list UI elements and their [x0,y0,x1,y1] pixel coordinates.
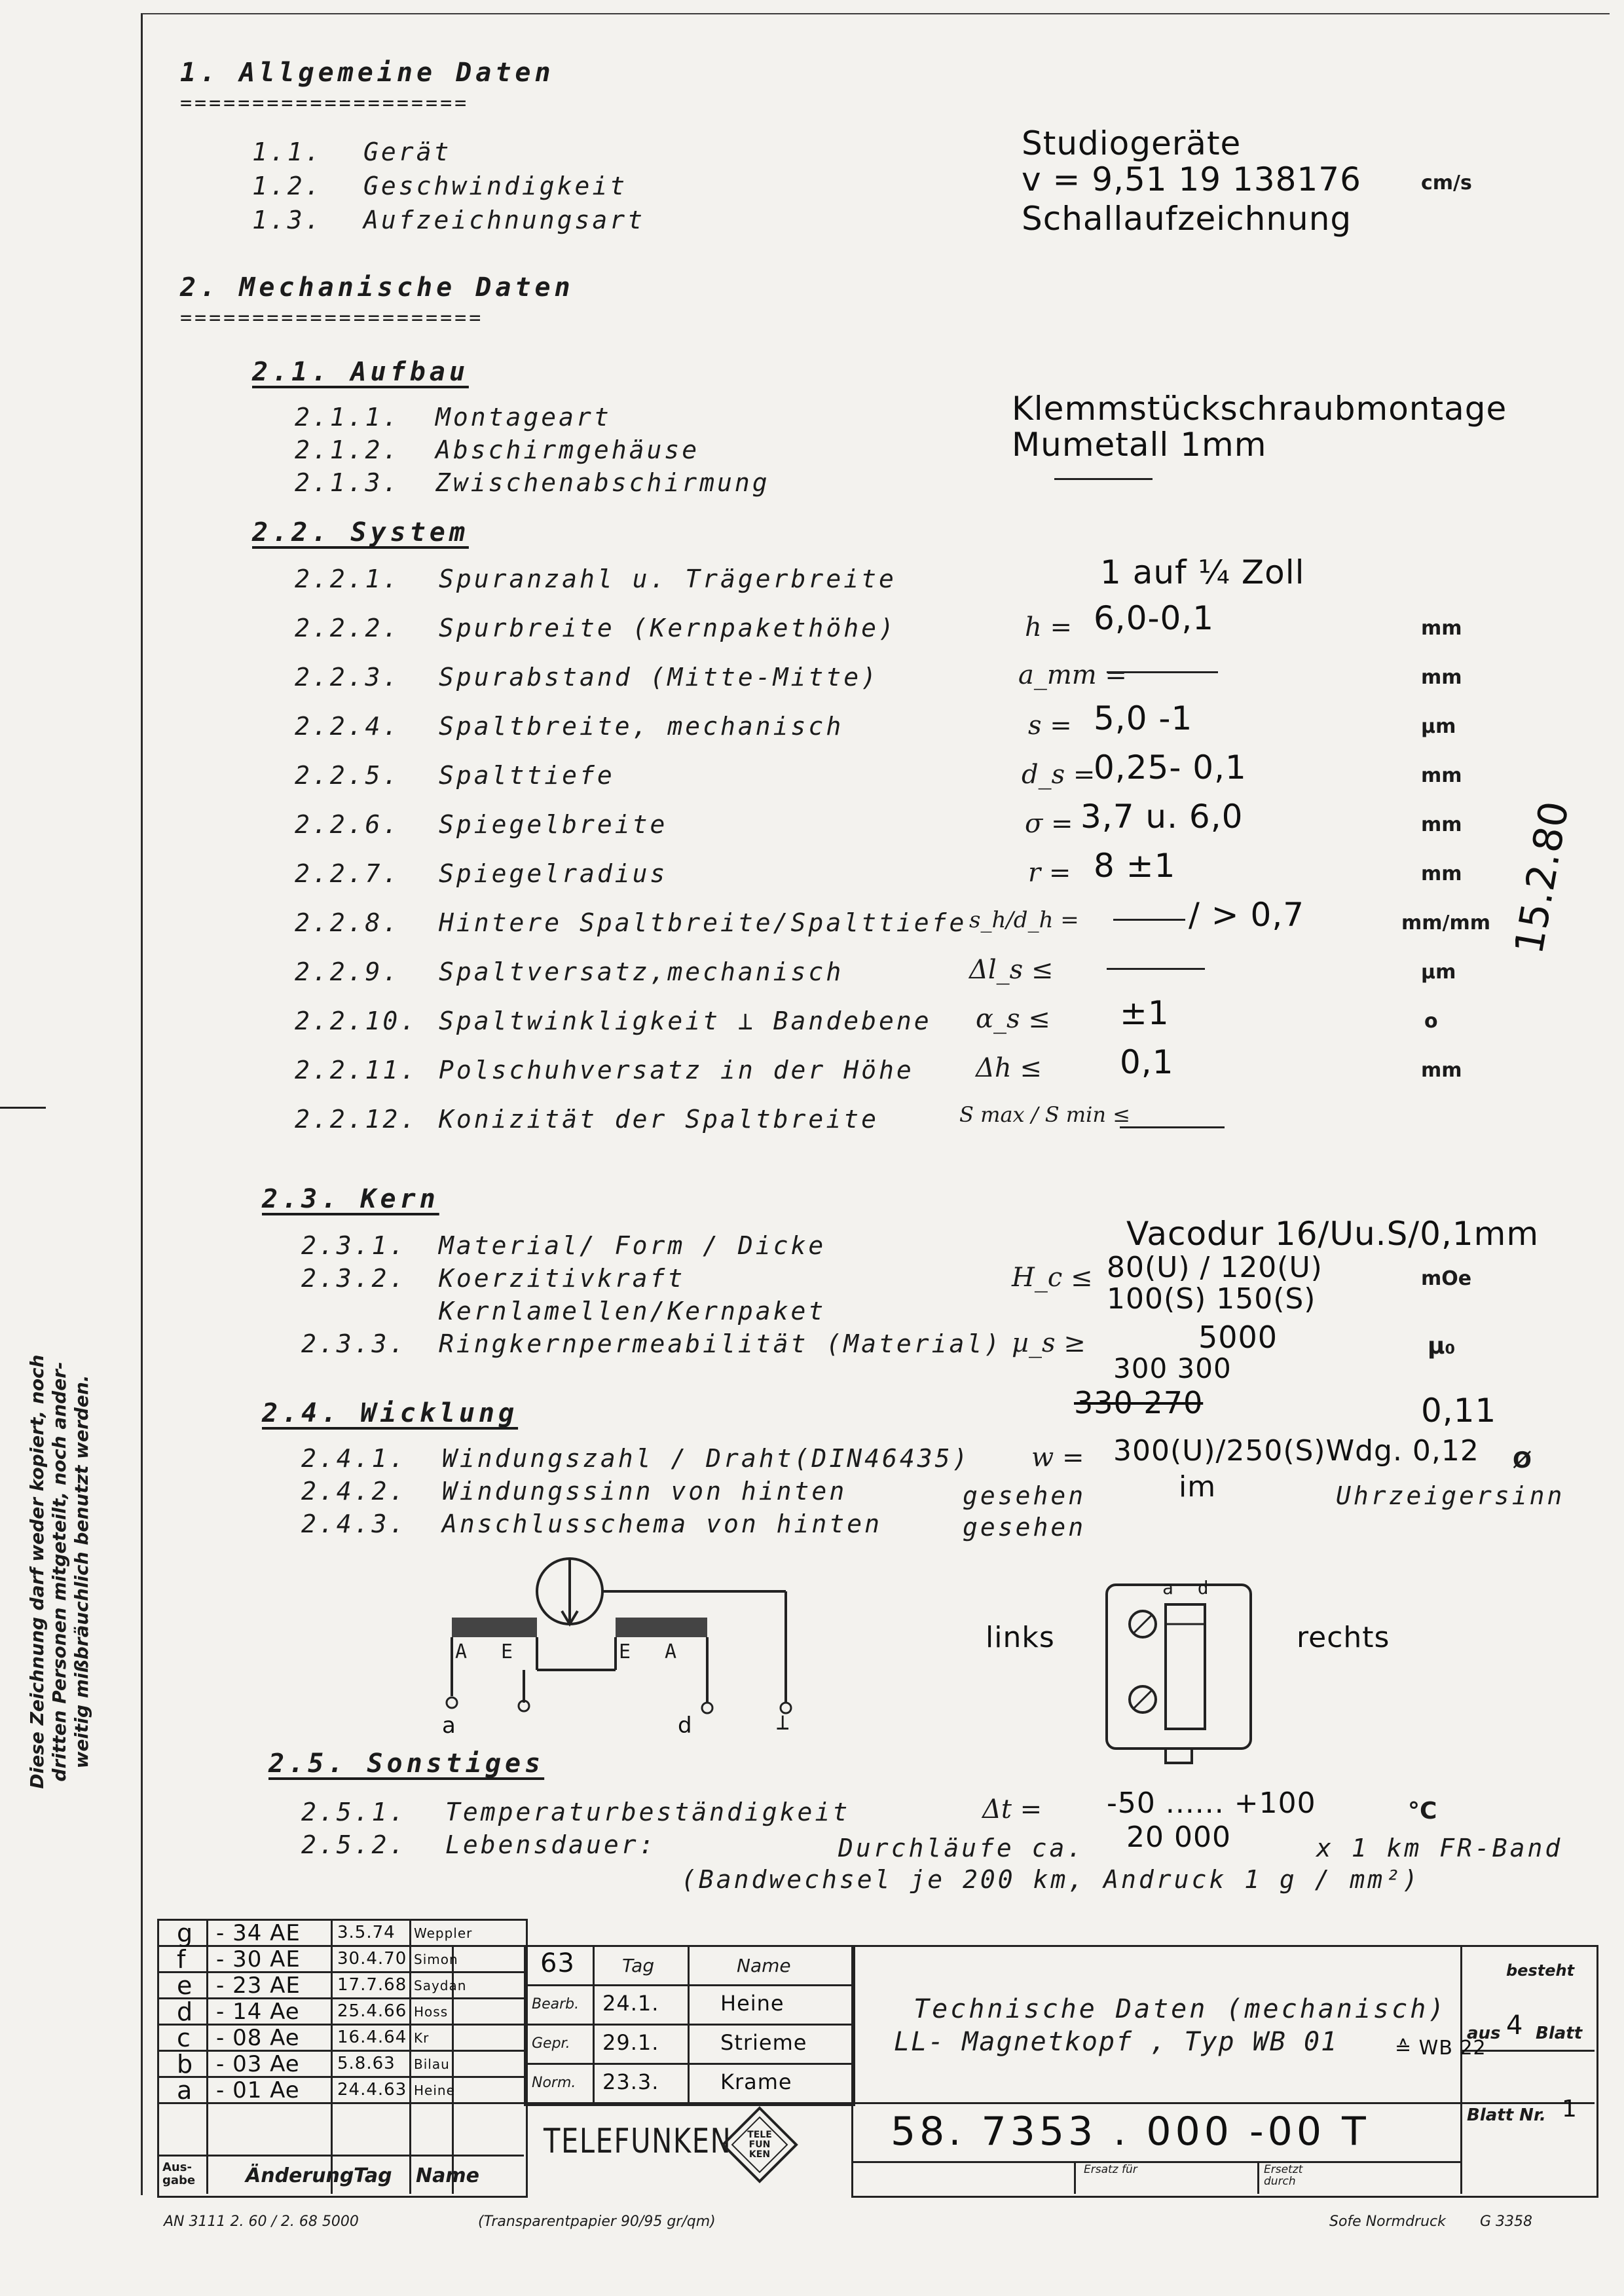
title-line2: LL- Magnetkopf , Typ WB 01 [894,2027,1338,2057]
item-symbol: a_mm = [1018,660,1127,690]
side-legal-text: Diese Zeichnung darf weder kopiert, noch dritten Personen mitgeteilt, noch ander-weitig mißbräuchlich benutzt werden. [26,1354,92,1789]
item-num: 2.2.11. [295,1056,418,1084]
item-num: 2.2.10. [295,1007,418,1035]
item-unit: °C [1408,1798,1437,1824]
rev-change: - 34 AE [216,1920,301,1946]
item-symbol: d_s = [1022,760,1096,790]
item-symbol: α_s ≤ [976,1004,1050,1034]
item-label: Spalttiefe [439,761,615,790]
blank-line [1107,671,1218,673]
item-label: Anschlusschema von hinten [442,1509,882,1538]
item-label: Spaltbreite, mechanisch [439,712,844,741]
item-symbol: s = [1028,711,1072,741]
head-view-diagram [1100,1572,1257,1768]
item-value: 100(S) 150(S) [1107,1282,1316,1316]
rev-date: 16.4.64 [337,2028,407,2047]
sec2-rule: ===================== [180,306,484,329]
item-num: 2.2.7. [295,859,401,888]
sec1-rule: ==================== [180,92,470,115]
item-num: 2.2.6. [295,810,401,839]
item-label: Kernlamellen/Kernpaket [439,1297,826,1325]
item-num: 2.4.1. [301,1444,407,1473]
item-value: 6,0-0,1 [1094,599,1215,637]
label-besteht: besteht [1506,1961,1575,1980]
rev-date: 30.4.70 [337,1949,407,1969]
item-label: Spuranzahl u. Trägerbreite [439,565,896,593]
footer-paper-note: (Transparentpapier 90/95 gr/qm) [478,2213,716,2230]
item-unit: mm [1421,764,1462,787]
item-unit: mm [1421,862,1462,885]
item-label: Spurbreite (Kernpakethöhe) [439,614,896,642]
item-num: 2.2.9. [295,957,401,986]
rev-date: 3.5.74 [337,1923,396,1942]
rev-header-date: Tag [354,2164,392,2187]
appr-row-label: Bearb. [532,1996,580,2012]
item-value: 1 auf ¼ Zoll [1100,553,1305,591]
item-label: Gerät [363,138,452,166]
item-label: Spiegelbreite [439,810,668,839]
rev-header-name: Name [416,2164,479,2187]
item-value: 300(U)/250(S)Wdg. 0,12 [1113,1434,1479,1468]
s23-title: 2.3. Kern [262,1184,439,1214]
rev-header-key: Aus-gabe [162,2160,196,2187]
wiring-diagram [432,1546,838,1735]
item-unit: µm [1421,961,1456,984]
appr-row-date: 24.1. [602,1991,659,2016]
item-label: Zwischenabschirmung [435,468,770,497]
title-line1: Technische Daten (mechanisch) [913,1994,1447,2024]
appr-name: Name [737,1955,791,1976]
label-ersetzt: Ersetzt durch [1264,2163,1303,2188]
item-mid: gesehen [963,1481,1086,1510]
s21-title: 2.1. Aufbau [252,357,469,387]
coil-label: E [501,1640,516,1663]
appr-row-sig: Strieme [720,2030,807,2055]
label-ersatz: Ersatz für [1084,2163,1137,2176]
coil-label: A [455,1640,470,1663]
title-row-line [524,2102,1595,2104]
terminal-label: ⊥ [776,1709,792,1735]
item-value: / > 0,7 [1189,896,1305,934]
item-label: Ringkernpermeabilität (Material) [439,1329,1003,1358]
brand-name: TELEFUNKEN [544,2122,732,2161]
appr-row-sig: Krame [720,2069,792,2094]
note-struck: 330 270 [1074,1385,1204,1420]
item-value: Studiogeräte [1022,124,1242,162]
item-value: 0,1 [1120,1043,1174,1081]
item-value: 3,7 u. 6,0 [1080,798,1244,836]
item-unit: µm [1421,715,1456,738]
item-value: 0,25- 0,1 [1094,749,1247,787]
rev-date: 17.7.68 [337,1975,407,1995]
terminal-label: a [442,1713,456,1739]
item-value: 20 000 [1126,1821,1231,1854]
blatt-count: 4 [1506,2010,1524,2041]
item-symbol: σ = [1025,809,1073,839]
appr-tag: Tag [622,1955,655,1976]
rev-key: e [177,1971,193,2000]
item-value: Vacodur 16/Uu.S/0,1mm [1126,1215,1540,1253]
item-symbol: µ_s ≥ [1012,1328,1086,1358]
item-num: 2.2.4. [295,712,401,741]
item-unit: mm [1421,813,1462,836]
label-rechts: rechts [1297,1621,1390,1654]
title-block [851,1945,1598,2198]
item-symbol: Δt = [982,1794,1043,1824]
rev-date: 5.8.63 [337,2054,396,2073]
item-symbol: r = [1028,858,1071,888]
blank-line [1107,968,1205,970]
appr-year: 63 [540,1948,575,1978]
logo-letters: TELE FUN KEN [747,2130,772,2160]
rev-name: Simon [414,1952,458,1967]
footer-form-number: AN 3111 2. 60 / 2. 68 5000 [164,2213,359,2230]
blank-line [1120,1126,1225,1128]
item-label: Spurabstand (Mitte-Mitte) [439,663,879,692]
item-num: 2.2.8. [295,908,401,937]
item-label: Geschwindigkeit [363,172,628,200]
appr-row-line [524,2024,851,2026]
item-label: Polschuhversatz in der Höhe [439,1056,914,1084]
item-num: 1.1. [252,138,323,166]
item-value: im [1179,1470,1217,1504]
item-value: v = 9,51 19 138176 [1022,160,1361,198]
item-label: Material/ Form / Dicke [439,1231,826,1260]
rev-col-divider [331,1919,333,2194]
title-extra: ≙ WB 22 [1395,2037,1486,2060]
item-unit: x 1 km FR-Band [1316,1834,1563,1862]
rev-change: - 03 Ae [216,2051,300,2077]
rev-name: Saydan [414,1978,467,1993]
margin-note: 15.2.80 [1506,797,1578,958]
title-col-divider [1460,1945,1462,2194]
label-blatt: Blatt [1536,2024,1583,2043]
rev-change: - 30 AE [216,1946,301,1972]
rev-name: Kr [414,2030,430,2046]
item-value: 5000 [1198,1320,1278,1355]
terminal-label: d [678,1713,693,1739]
appr-row-date: 29.1. [602,2030,659,2055]
item-symbol: H_c ≤ [1012,1263,1093,1293]
item-value: 5,0 -1 [1094,699,1193,737]
item-unit: mm [1421,1059,1462,1082]
item-value: -50 ...... +100 [1107,1787,1316,1820]
item-symbol: w = [1031,1443,1084,1473]
item-num: 2.3.3. [301,1329,407,1358]
head-labels: a d [1162,1577,1215,1599]
coil-label: E [619,1640,634,1663]
title-row-line [851,2161,1460,2163]
item-value: Mumetall 1mm [1012,426,1267,464]
item-label: Spaltversatz,mechanisch [439,957,844,986]
item-label: Spiegelradius [439,859,668,888]
item-num: 2.2.3. [295,663,401,692]
item-num: 1.3. [252,206,323,234]
blank-line [1054,478,1153,480]
rev-key: a [177,2076,193,2105]
rev-key: g [177,1919,194,1948]
footer-print: Sofe Normdruck [1329,2213,1446,2230]
item-value: 8 ±1 [1094,847,1176,885]
item-num: 2.4.2. [301,1477,407,1506]
item-unit: Uhrzeigersinn [1336,1481,1565,1510]
item-mid: Durchläufe ca. [838,1834,1085,1862]
rev-name: Heine [414,2083,455,2098]
item-label: Hintere Spaltbreite/Spalttiefe [439,908,967,937]
appr-row-label: Norm. [532,2075,576,2091]
item-num: 1.2. [252,172,323,200]
rev-key: d [177,1997,194,2026]
item-num: 2.3.2. [301,1264,407,1293]
telefunken-logo [720,2105,799,2184]
appr-row-sig: Heine [720,1991,784,2016]
item-unit: mOe [1421,1267,1472,1290]
item-symbol: s_h/d_h = [969,907,1079,933]
appr-row-line [524,1984,851,1986]
rev-name: Bilau [414,2056,450,2072]
item-label: Abschirmgehäuse [435,435,700,464]
note-above: 300 300 [1113,1352,1232,1384]
item-unit: Ø [1513,1447,1532,1473]
item-unit: mm [1421,666,1462,689]
note-above2: 0,11 [1421,1392,1497,1430]
rev-name: Weppler [414,1925,473,1941]
item-num: 2.1.3. [295,468,401,497]
drawing-number: 58. 7353 . 000 -00 T [891,2109,1370,2155]
item-num: 2.1.1. [295,403,401,432]
rev-date: 25.4.66 [337,2001,407,2021]
label-blatt-nr: Blatt Nr. [1467,2105,1546,2125]
item-label: Spaltwinkligkeit ⊥ Bandebene [439,1007,932,1035]
item-unit: o [1424,1010,1438,1033]
coil-label: A [665,1640,680,1663]
rev-name: Hoss [414,2004,449,2020]
item-num: 2.5.1. [301,1798,407,1826]
label-links: links [986,1621,1055,1654]
item-label: Windungszahl / Draht(DIN46435) [442,1444,970,1473]
item-num: 2.2.5. [295,761,401,790]
item-symbol: Δh ≤ [976,1053,1042,1083]
item-value: ±1 [1120,994,1170,1032]
rev-change: - 23 AE [216,1972,301,1999]
rev-date: 24.4.63 [337,2080,407,2100]
appr-row-date: 23.3. [602,2069,659,2094]
item-num: 2.5.2. [301,1830,407,1859]
item-label: Montageart [435,403,612,432]
item-unit: µ₀ [1428,1333,1456,1360]
s22-title: 2.2. System [252,517,469,547]
item-value: Klemmstückschraubmontage [1012,390,1507,428]
item-mid: gesehen [963,1513,1086,1542]
rev-header-change: Änderung [246,2164,354,2187]
item-num: 2.2.2. [295,614,401,642]
s25-note: (Bandwechsel je 200 km, Andruck 1 g / mm²) [681,1865,1420,1894]
rev-change: - 08 Ae [216,2025,300,2051]
item-unit: mm [1421,617,1462,640]
blatt-nr: 1 [1562,2096,1578,2122]
sec1-title: 1. Allgemeine Daten [180,58,555,88]
item-num: 2.4.3. [301,1509,407,1538]
item-symbol: h = [1025,612,1072,642]
title-col-divider [1257,2161,1259,2194]
item-label: Windungssinn von hinten [442,1477,847,1506]
appr-row-line [524,2063,851,2065]
rev-change: - 14 Ae [216,1999,300,2025]
rev-key: c [177,2024,191,2052]
item-num: 2.2.1. [295,565,401,593]
s25-title: 2.5. Sonstiges [268,1749,545,1779]
item-unit: cm/s [1421,172,1472,194]
item-label: Konizität der Spaltbreite [439,1105,879,1134]
blank-line [1113,919,1185,921]
item-value: Schallaufzeichnung [1022,200,1352,238]
item-label: Aufzeichnungsart [363,206,646,234]
footer-code: G 3358 [1480,2213,1533,2230]
margin-mark [0,1107,46,1109]
item-label: Lebensdauer: [445,1830,657,1859]
s24-title: 2.4. Wicklung [262,1398,519,1428]
label-aus: aus [1467,2024,1501,2043]
appr-row-label: Gepr. [532,2035,570,2052]
rev-col-divider [409,1919,411,2194]
rev-change: - 01 Ae [216,2077,300,2103]
item-value: 80(U) / 120(U) [1107,1251,1323,1284]
item-num: 2.2.12. [295,1105,418,1134]
rev-key: b [177,2050,194,2079]
rev-col-divider [206,1919,208,2194]
title-col-divider [1074,2161,1076,2194]
rev-key: f [177,1945,187,1974]
item-num: 2.1.2. [295,435,401,464]
sec2-title: 2. Mechanische Daten [180,272,574,303]
item-unit: mm/mm [1401,912,1490,935]
item-label: Temperaturbeständigkeit [445,1798,851,1826]
item-symbol: S max / S min ≤ [959,1102,1130,1127]
item-label: Koerzitivkraft [439,1264,686,1293]
item-num: 2.3.1. [301,1231,407,1260]
item-symbol: Δl_s ≤ [969,955,1054,985]
